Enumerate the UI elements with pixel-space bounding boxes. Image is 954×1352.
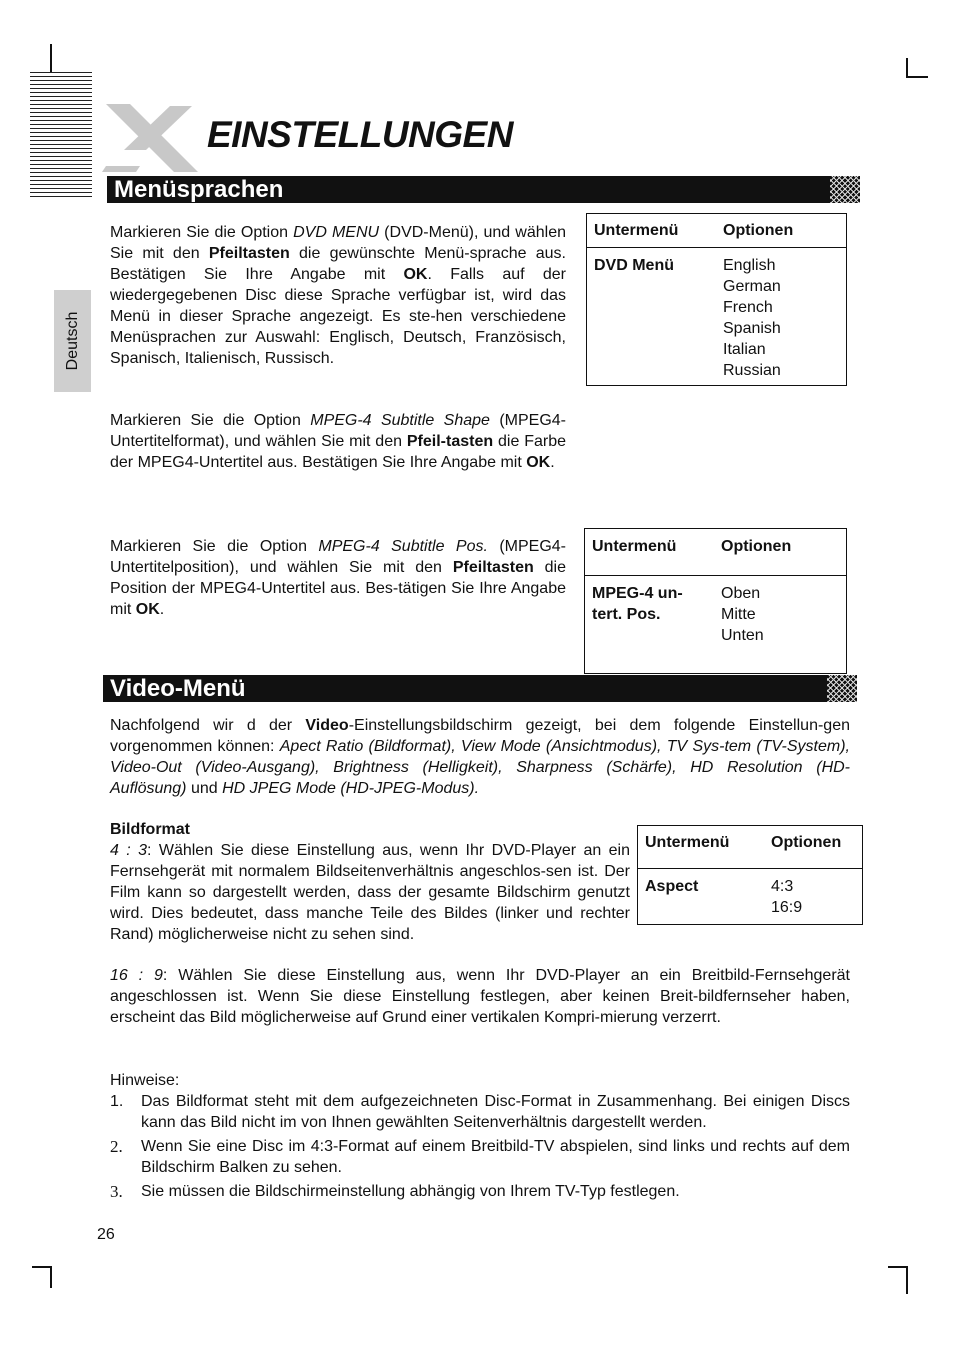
- crop-mark-bottom-left-v: [50, 1266, 52, 1288]
- table-submenu-cell: DVD Menü: [594, 257, 674, 274]
- crop-mark-top-right-v: [906, 58, 908, 78]
- language-side-tab: [54, 290, 91, 392]
- note-item: 3. Sie müssen die Bildschirmeinstellung abhängig von Ihrem TV-Typ festlegen.: [110, 1182, 680, 1201]
- options-table-dvd-menu: [586, 213, 847, 386]
- paragraph-subtitle-shape: Markieren Sie die Option MPEG-4 Subtitle Shape (MPEG4-Untertitelformat), und wählen Sie mit den Pfeil-tasten die Farbe der MPEG4-Untertitel aus. Bestätigen Sie Ihre Angabe mit OK.: [110, 412, 566, 471]
- table-header-submenu: Untermenü: [638, 826, 765, 869]
- table-submenu-cell: Aspect: [645, 878, 699, 895]
- crop-mark-bottom-right-v: [906, 1266, 908, 1294]
- options-table-subtitle-pos: [584, 528, 847, 674]
- table-options-cell: Oben Mitte Unten: [721, 585, 764, 644]
- notes-list: [110, 1091, 850, 1202]
- paragraph-16-9: 16 : 9: Wählen Sie diese Einstellung aus, wenn Ihr DVD-Player an ein Breitbild-Fernsehgerät angeschlossen ist. Wenn Sie diese Einstellung festlegen, aber keinen Breit-bildfernseher haben, erscheint das Bild möglicherweise auf Grund einer vertikalen Kompri-mierung verzerrt.: [110, 967, 851, 1026]
- table-submenu-cell: MPEG-4 un- tert. Pos.: [592, 585, 683, 623]
- crop-mark-bottom-left-h: [32, 1266, 52, 1268]
- paragraph-subtitle-pos: Markieren Sie die Option MPEG-4 Subtitle Pos. (MPEG4-Untertitelposition), und wählen Sie mit den Pfeiltasten die Position der MPEG4-Untertitel aus. Bes-tätigen Sie Ihre Angabe mit OK.: [110, 538, 567, 618]
- table-header-options: Optionen: [716, 214, 847, 248]
- section-heading-text: Menüsprachen: [114, 176, 284, 203]
- table-header-submenu: Untermenü: [587, 214, 717, 248]
- paragraph-video-intro: Nachfolgend wir d der Video-Einstellungsbildschirm gezeigt, bei dem folgende Einstellun-gen vorgenommen können: Apect Ratio (Bildformat), View Mode (Ansichtmodus), TV Sys-tem (TV-System), Video-Out (Video-Ausgang), Brightness (Helligkeit), Sharpness (Schärfe), HD Resolution (HD-Auflösung) und HD JPEG Mode (HD-JPEG-Modus).: [110, 717, 851, 797]
- crop-mark-top-right-h: [906, 76, 928, 78]
- note-item: 2. Wenn Sie eine Disc im 4:3-Format auf einem Breitbild-TV abspielen, sind links und rechts auf dem Bildschirm Balken zu sehen.: [110, 1137, 850, 1176]
- notes-heading: Hinweise:: [110, 1072, 180, 1089]
- table-options-cell: English German French Spanish Italian Russian: [723, 257, 781, 379]
- side-tab-label: Deutsch: [63, 311, 81, 371]
- section-heading-text: Video-Menü: [110, 675, 246, 702]
- table-options-cell: 4:3 16:9: [771, 878, 803, 916]
- page-number: 26: [97, 1226, 115, 1243]
- logo-x: [100, 100, 204, 174]
- table-header-submenu: Untermenü: [585, 529, 715, 576]
- section-heading-video-menu: [103, 675, 857, 702]
- paragraph-4-3: 4 : 3: Wählen Sie diese Einstellung aus, wenn Ihr DVD-Player an ein Fernsehgerät mit normalem Bildseitenverhältnis angeschlos-sen ist. Der Film kann so dargestellt werden, dass der gesamte Bildschirm genutzt wird. Dies bedeutet, dass manche Teile des Bildes (linker und rechter Rand) möglicherweise nicht zu sehen sind.: [110, 842, 630, 943]
- crop-mark-bottom-right-h: [888, 1266, 908, 1268]
- table-header-options: Optionen: [714, 529, 847, 576]
- header-stripes: [30, 72, 92, 200]
- bildformat-heading: Bildformat: [110, 821, 190, 838]
- paragraph-dvd-menu: Markieren Sie die Option DVD MENU (DVD-Menü), und wählen Sie mit den Pfeiltasten die gewünschte Menü-sprache aus. Bestätigen Sie Ihre Angabe mit OK. Falls auf der wiedergegebenen Disc diese Sprache verfügbar ist, wird das Menü in dieser Sprache angezeigt. Es ste-hen verschiedene Menüsprachen zur Auswahl: Englisch, Deutsch, Französisch, Spanisch, Italienisch, Russisch.: [110, 224, 567, 367]
- heading-dots: [827, 675, 857, 702]
- page-title: EINSTELLUNGEN: [207, 114, 513, 155]
- heading-dots: [830, 176, 860, 203]
- table-header-options: Optionen: [764, 826, 863, 869]
- section-heading-menusprachen: [107, 176, 860, 203]
- note-item: 1. Das Bildformat steht mit dem aufgezeichneten Disc-Format in Zusammenhang. Bei einigen Discs kann das Bild nicht im von Ihnen gewählten Seitenverhältnis dargestellt werden.: [110, 1093, 850, 1131]
- options-table-aspect: [637, 825, 863, 925]
